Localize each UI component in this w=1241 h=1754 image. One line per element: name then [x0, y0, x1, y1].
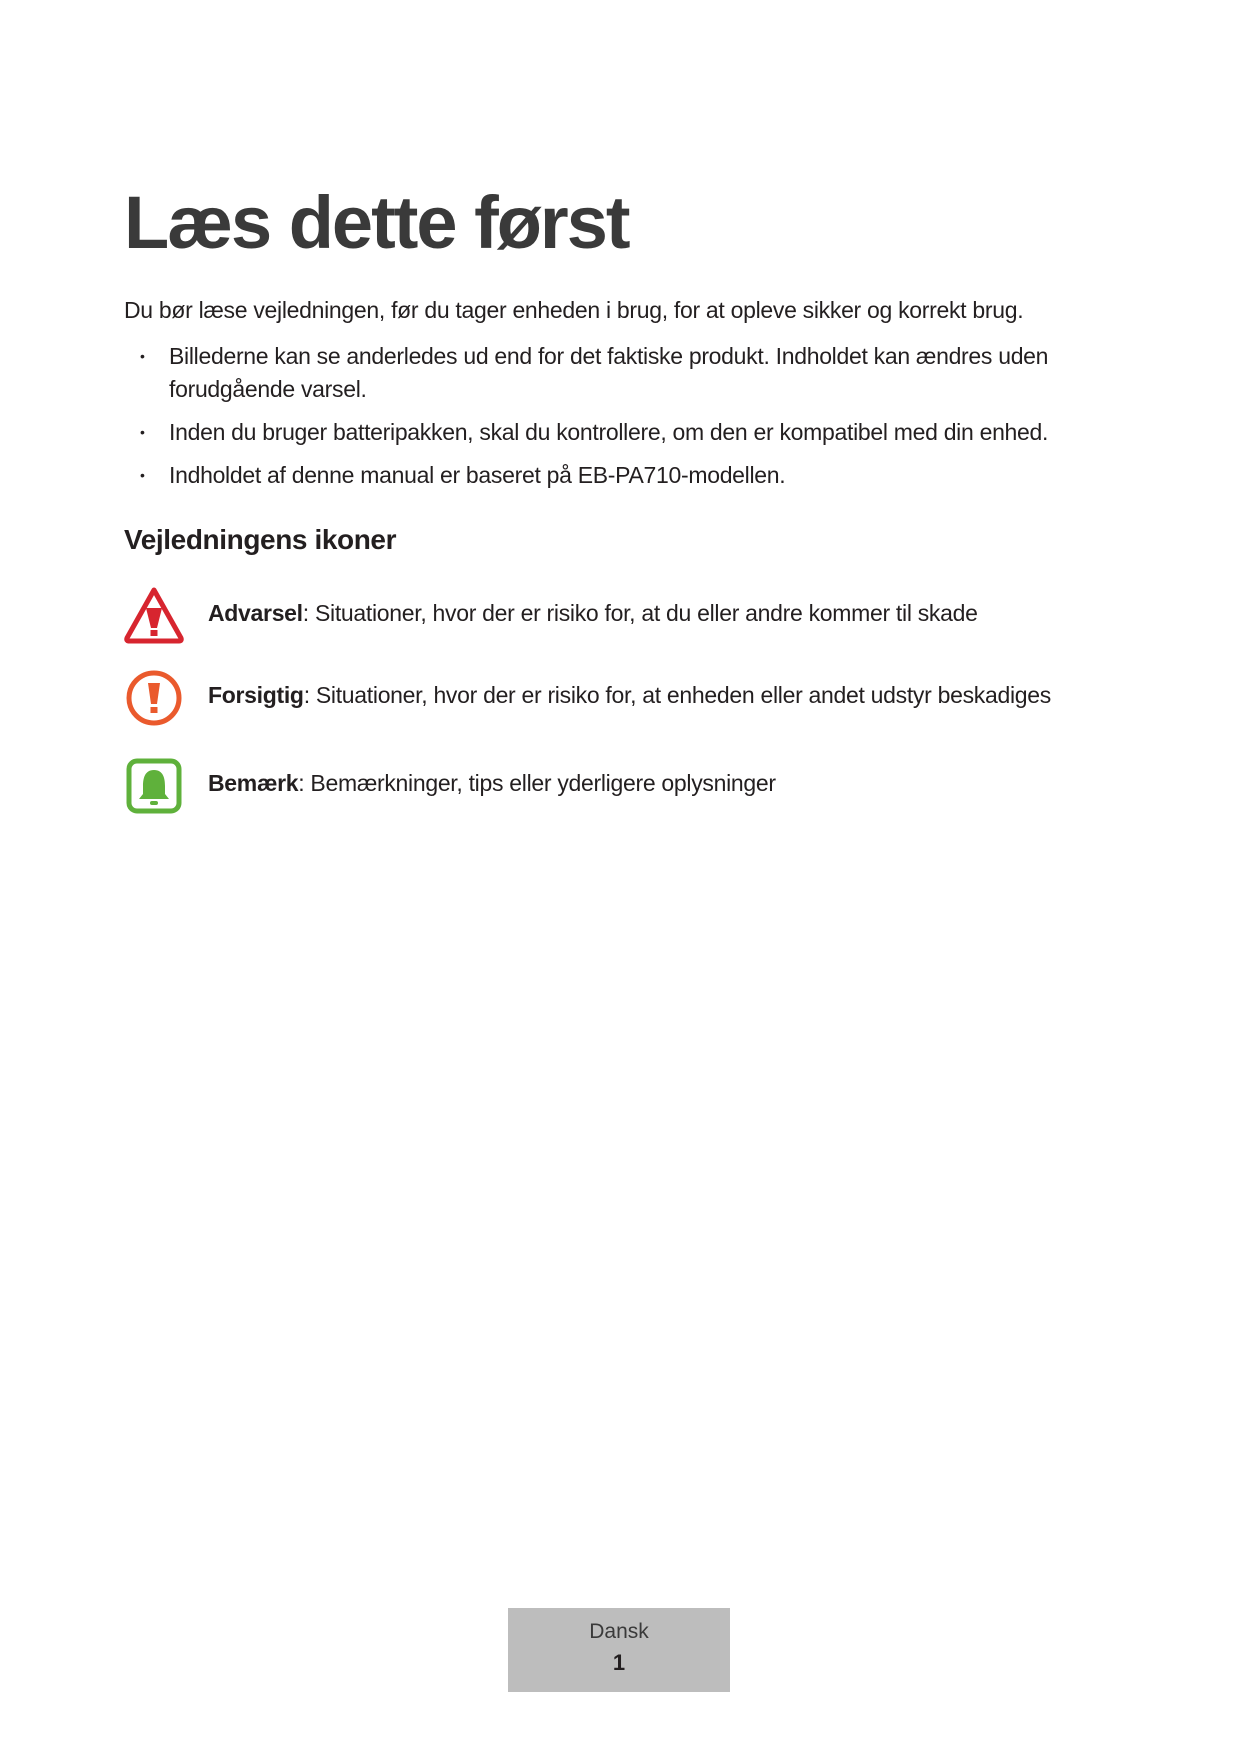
page-number: 1	[612, 1650, 626, 1675]
bullet-dot: •	[140, 467, 145, 483]
icon-row-text	[208, 770, 776, 797]
icon-row-caution	[124, 668, 1124, 728]
label-separator: :	[303, 682, 310, 708]
footer-language: Dansk	[589, 1620, 649, 1643]
list-item	[124, 459, 1124, 492]
icon-description: Situationer, hvor der er risiko for, at enheden eller andet udstyr beskadiges	[309, 682, 1051, 708]
bullet-dot: •	[140, 424, 145, 440]
page-footer	[508, 1608, 730, 1692]
intro-paragraph: Du bør læse vejledningen, før du tager enheden i brug, for at opleve sikker og korrekt brug.	[124, 297, 1024, 323]
icon-label: Advarsel	[208, 600, 303, 626]
list-item	[124, 340, 1124, 406]
bullet-dot: •	[140, 348, 145, 364]
section-heading: Vejledningens ikoner	[124, 524, 397, 555]
caution-circle-icon	[124, 668, 184, 728]
page-title: Læs dette først	[124, 181, 629, 264]
icon-label: Forsigtig	[208, 682, 304, 708]
icon-description: Bemærkninger, tips eller yderligere oplysninger	[304, 770, 776, 796]
list-item-text: Inden du bruger batteripakken, skal du kontrollere, om den er kompatibel med din enhed.	[169, 419, 1049, 445]
icon-row-text	[208, 600, 978, 627]
warning-triangle-icon	[124, 586, 184, 646]
icon-row-note	[124, 756, 1124, 816]
icon-label: Bemærk	[208, 770, 299, 796]
list-item-text: Billederne kan se anderledes ud end for det faktiske produkt. Indholdet kan ændres uden forudgående varsel.	[169, 343, 1049, 402]
label-separator: :	[302, 600, 309, 626]
bullet-list	[124, 340, 1124, 502]
icon-description: Situationer, hvor der er risiko for, at du eller andre kommer til skade	[308, 600, 978, 626]
note-bell-icon	[124, 756, 184, 816]
icon-row-text	[208, 682, 1051, 709]
list-item	[124, 416, 1124, 449]
icon-row-warning	[124, 586, 1124, 646]
label-separator: :	[298, 770, 305, 796]
list-item-text: Indholdet af denne manual er baseret på EB-PA710-modellen.	[169, 462, 786, 488]
